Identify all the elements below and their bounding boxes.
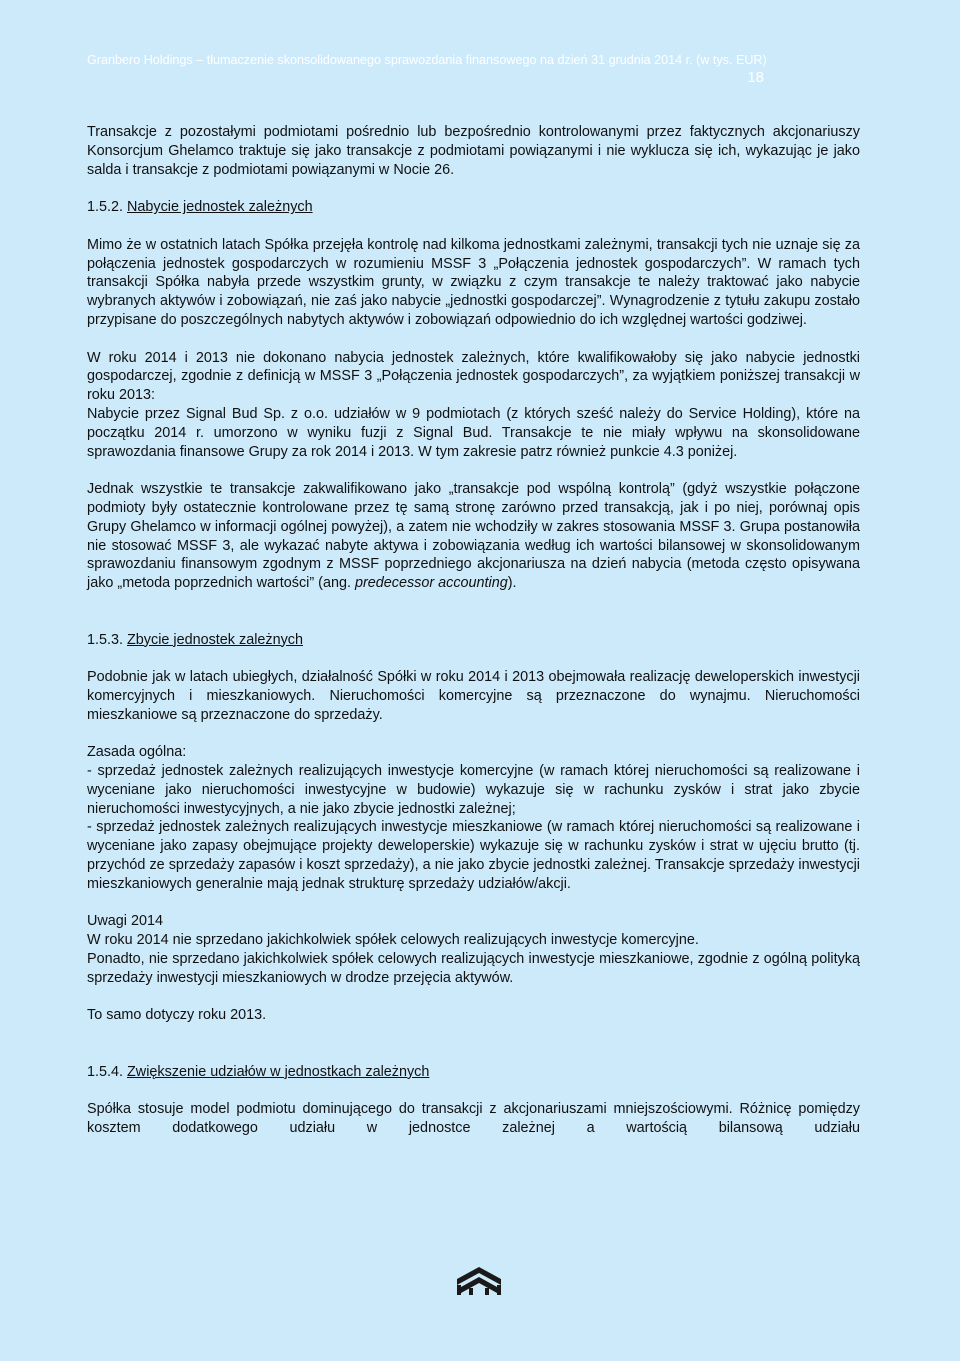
section-number: 1.5.4. <box>87 1063 124 1080</box>
remarks-line: W roku 2014 nie sprzedano jakichkolwiek spółek celowych realizujących inwestycje komercyjne. <box>87 932 699 949</box>
section-number: 1.5.2. <box>87 199 124 216</box>
paragraph: Spółka stosuje model podmiotu dominującego do transakcji z akcjonariuszami mniejszościowymi. Różnicę pomiędzy kosztem dodatkowego udziału w jednostce zależnej a wartością bilansową udziału <box>87 1101 860 1137</box>
remarks-line: Ponadto, nie sprzedano jakichkolwiek spółek celowych realizujących inwestycje mieszkaniowe, zgodnie z ogólną polityką sprzedaży inwestycji mieszkaniowych w drodze przejęcia aktywów. <box>87 951 860 986</box>
rule-label: Zasada ogólna: <box>87 744 187 761</box>
section-heading-1-5-2 <box>87 198 860 217</box>
section-title: Nabycie jednostek zależnych <box>127 199 313 216</box>
paragraph: To samo dotyczy roku 2013. <box>87 1007 267 1024</box>
italic-term: predecessor accounting <box>354 575 508 592</box>
header-title: Granbero Holdings – tłumaczenie skonsolidowanego sprawozdania finansowego na dzień 31 grudnia 2014 r. (w tys. EUR) <box>87 53 767 67</box>
rule-item: - sprzedaż jednostek zależnych realizujących inwestycje komercyjne (w ramach której nieruchomości są realizowane i wyceniane jako nieruchomości inwestycyjne w budowie) wykazuje się w rachunku zysków i strat jako zbycie nieruchomości inwestycyjnych, a nie jako zbycie jednostki zależnej; <box>87 763 860 817</box>
document-body <box>87 123 860 1157</box>
page-number: 18 <box>747 69 764 86</box>
intro-paragraph: Transakcje z pozostałymi podmiotami pośrednio lub bezpośrednio kontrolowanymi przez faktycznych akcjonariuszy Konsorcjum Ghelamco traktuje się jako transakcje z podmiotami powiązanymi i nie wyklucza się ich, wykazując je jako salda i transakcje z podmiotami powiązanymi w Nocie 26. <box>87 124 860 178</box>
remarks-label: Uwagi 2014 <box>87 913 164 930</box>
section-title: Zbycie jednostek zależnych <box>127 631 303 648</box>
ghelamco-logo-icon <box>456 1266 502 1296</box>
paragraph: Podobnie jak w latach ubiegłych, działalność Spółki w roku 2014 i 2013 obejmowała realizację deweloperskich inwestycji komercyjnych i mieszkaniowych. Nieruchomości komercyjne są przeznaczone do wynajmu. Nieruchomości mieszkaniowe są przeznaczone do sprzedaży. <box>87 669 860 723</box>
paragraph: Nabycie przez Signal Bud Sp. z o.o. udziałów w 9 podmiotach (z których sześć należy do Service Holding), które na początku 2014 r. umorzono w wyniku fuzji z Signal Bud. Transakcje te nie miały wpływu na skonsolidowane sprawozdania finansowe Grupy za rok 2014 i 2013. W tym zakresie patrz również punkcie 4.3 poniżej. <box>87 405 860 460</box>
paragraph: Jednak wszystkie te transakcje zakwalifikowano jako „transakcje pod wspólną kontrolą” (gdyż wszystkie połączone podmioty były ostatecznie kontrolowane przez tę samą stronę zarówno przed transakcją, jak i po niej, porównaj opis Grupy Ghelamco w informacji ogólnej powyżej), a zatem nie wchodziły w zakres stosowania MSSF 3. Grupa postanowiła nie stosować MSSF 3, ale wykazać nabyte aktywa i zobowiązania według ich wartości bilansowej w skonsolidowanym sprawozdaniu finansowym zgodnym z MSSF poprzedniego akcjonariusza na dzień nabycia (metoda często opisywana jako „metoda poprzednich wartości” (ang. predecessor accounting). <box>87 481 860 592</box>
paragraph: W roku 2014 i 2013 nie dokonano nabycia jednostek zależnych, które kwalifikowałoby się jako nabycie jednostki gospodarczej, zgodnie z definicją w MSSF 3 „Połączenia jednostek gospodarczych”, za wyjątkiem poniższej transakcji w roku 2013: <box>87 349 860 404</box>
rule-item: - sprzedaż jednostek zależnych realizujących inwestycje mieszkaniowe (w ramach której nieruchomości są realizowane i wyceniane jako zapasy obejmujące projekty deweloperskie) wykazuje się w rachunku zysków i strat w ujęciu brutto (tj. przychód ze sprzedaży zapasów i koszt sprzedaży), a nie jako zbycie jednostki zależnej. Transakcje sprzedaży inwestycji mieszkaniowych generalnie mają jednak strukturę sprzedaży udziałów/akcji. <box>87 819 860 892</box>
section-heading-1-5-3 <box>87 631 860 650</box>
section-title: Zwiększenie udziałów w jednostkach zależnych <box>127 1063 430 1080</box>
paragraph: Mimo że w ostatnich latach Spółka przejęła kontrolę nad kilkoma jednostkami zależnymi, transakcji tych nie uznaje się za połączenia jednostek gospodarczych w rozumieniu MSSF 3 „Połączenia jednostek gospodarczych”. W ramach tych transakcji Spółka nabyła przede wszystkim grunty, w związku z czym transakcje te należy traktować jako nabycie wybranych aktywów i zobowiązań, nie zaś jako nabycie „jednostki gospodarczej”. Wynagrodzenie z tytułu zakupu zostało przypisane do poszczególnych nabytych aktywów i zobowiązań odpowiednio do ich względnej wartości godziwej. <box>87 236 860 328</box>
section-heading-1-5-4 <box>87 1063 860 1082</box>
section-number: 1.5.3. <box>87 631 124 648</box>
